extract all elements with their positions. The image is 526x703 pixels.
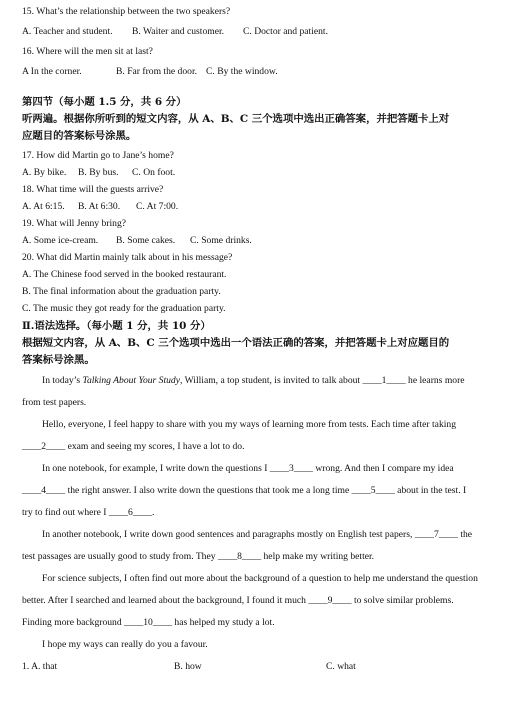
grammar-section-title: Ⅱ.语法选择。（每小题 1 分，共 10 分） [22, 320, 211, 332]
passage-line [22, 595, 506, 607]
blank-5[interactable]: ____5____ [351, 485, 395, 496]
passage-line: I hope my ways can really do you a favour. [42, 639, 208, 650]
text: the right answer. I also write down the questions that took me a long time [65, 485, 352, 496]
passage-line [22, 551, 506, 563]
text: In another notebook, I write down good sentences and paragraphs mostly on English test papers, [42, 529, 415, 540]
passage-line [42, 375, 506, 387]
section-4-instruction-cont: 应题目的答案标号涂黑。 [22, 130, 137, 142]
question-20-option-b[interactable]: B. The final information about the graduation party. [22, 286, 221, 297]
question-19: 19. What will Jenny bring? [22, 218, 127, 229]
option-c[interactable]: C. On foot. [132, 167, 176, 178]
option-c[interactable]: C. what [326, 661, 356, 672]
blank-3[interactable]: ____3____ [269, 463, 313, 474]
passage-line [22, 617, 506, 629]
blank-1[interactable]: ____1____ [362, 375, 406, 386]
text: has helped my study a lot. [172, 617, 275, 628]
question-20: 20. What did Martin mainly talk about in his message? [22, 252, 233, 263]
passage-line: Hello, everyone, I feel happy to share with you my ways of learning more from tests. Each time after taking [42, 419, 456, 430]
option-a[interactable]: A. Some ice-cream. [22, 235, 99, 246]
program-title: Talking About Your Study [82, 375, 180, 386]
text: better. After I searched and learned about the background, I found it much [22, 595, 309, 606]
passage-line [22, 441, 506, 453]
text: about in the test. I [394, 485, 467, 496]
question-17: 17. How did Martin go to Jane’s home? [22, 150, 174, 161]
passage-line [42, 463, 506, 475]
option-c[interactable]: C. Doctor and patient. [243, 26, 328, 37]
text: . [152, 507, 155, 518]
option-a[interactable]: A. Teacher and student. [22, 26, 113, 37]
question-15: 15. What’s the relationship between the two speakers? [22, 6, 231, 17]
section-4-title: 第四节（每小题 1.5 分，共 6 分） [22, 96, 187, 108]
option-a[interactable]: A In the corner. [22, 66, 82, 77]
option-b[interactable]: B. how [174, 661, 202, 672]
blank-8[interactable]: ____8____ [217, 551, 262, 562]
blank-9[interactable]: ____9____ [308, 595, 352, 606]
text: to solve similar problems. [351, 595, 454, 606]
text: wrong. And then I compare my idea [312, 463, 454, 474]
blank-2[interactable]: ____2____ [22, 441, 66, 452]
blank-4[interactable]: ____4____ [22, 485, 66, 496]
passage-line [42, 529, 506, 541]
option-b[interactable]: B. By bus. [78, 167, 119, 178]
blank-10[interactable]: ____10____ [124, 617, 173, 628]
text: help make my writing better. [261, 551, 375, 562]
passage-line: from test papers. [22, 397, 87, 408]
option-b[interactable]: B. Far from the door. [116, 66, 198, 77]
option-b[interactable]: B. Waiter and customer. [132, 26, 225, 37]
text: In one notebook, for example, I write down the questions I [42, 463, 270, 474]
option-c[interactable]: C. By the window. [206, 66, 278, 77]
question-18: 18. What time will the guests arrive? [22, 184, 164, 195]
text: try to find out where I [22, 507, 109, 518]
grammar-instruction: 根据短文内容，从 A、B、C 三个选项中选出一个语法正确的答案，并把答题卡上对应题目的 [22, 337, 450, 349]
text: Finding more background [22, 617, 125, 628]
section-4-instruction: 听两遍。根据你所听到的短文内容，从 A、B、C 三个选项中选出正确答案，并把答题卡上对 [22, 113, 450, 125]
text: test passages are usually good to study from. They [22, 551, 218, 562]
question-20-option-a[interactable]: A. The Chinese food served in the booked restaurant. [22, 269, 227, 280]
blank-6[interactable]: ____6____ [108, 507, 153, 518]
text: he learns more [405, 375, 465, 386]
option-c[interactable]: C. Some drinks. [190, 235, 252, 246]
passage-line [22, 485, 506, 497]
text: the [457, 529, 473, 540]
option-a[interactable]: A. At 6:15. [22, 201, 65, 212]
passage-line: For science subjects, I often find out more about the background of a question to help me understand the question [42, 573, 478, 584]
option-b[interactable]: B. At 6:30. [78, 201, 121, 212]
text: , William, a top student, is invited to talk about [179, 375, 363, 386]
option-a[interactable]: A. By bike. [22, 167, 67, 178]
question-20-option-c[interactable]: C. The music they got ready for the graduation party. [22, 303, 226, 314]
option-b[interactable]: B. Some cakes. [116, 235, 176, 246]
option-c[interactable]: C. At 7:00. [136, 201, 179, 212]
text: exam and seeing my scores, I have a lot to do. [65, 441, 245, 452]
text: In today’s [42, 375, 83, 386]
question-16: 16. Where will the men sit at last? [22, 46, 153, 57]
option-a[interactable]: 1. A. that [22, 661, 58, 672]
blank-7[interactable]: ____7____ [414, 529, 458, 540]
grammar-instruction-cont: 答案标号涂黑。 [22, 354, 95, 366]
passage-line [22, 507, 506, 519]
